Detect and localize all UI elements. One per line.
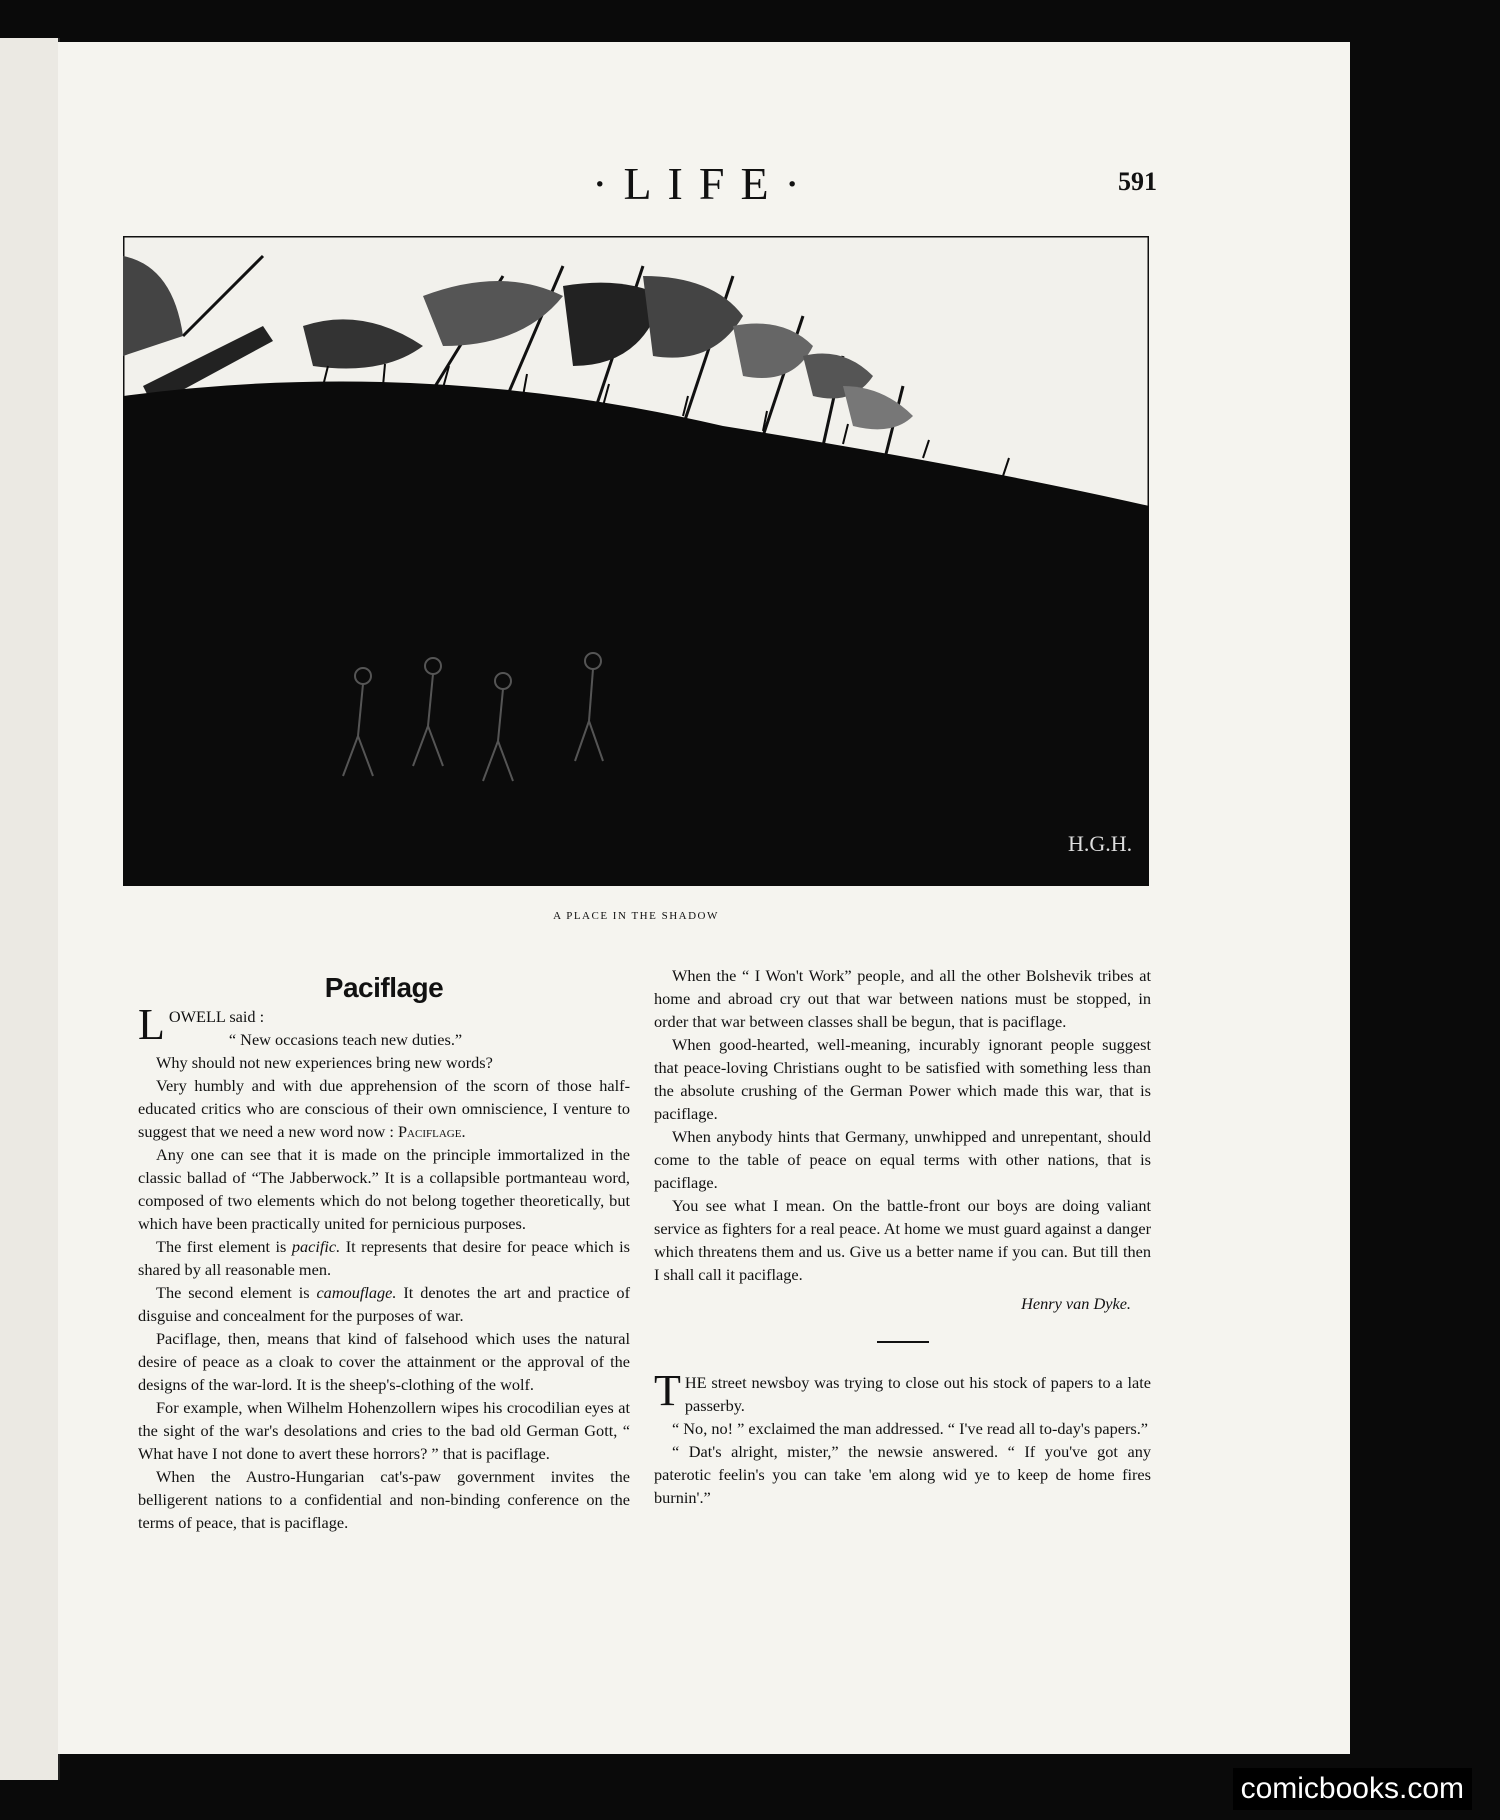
article-para-11: When good-hearted, well-meaning, incurably ignorant people suggest that peace-loving Christians ought to be satisfied with something less than the absolute crushing of the German Power which made this war, that is paciflage. [654, 1035, 1151, 1123]
article-para-3: Very humbly and with due apprehension of the scorn of those half-educated critics who are conscious of their own omniscience, I venture to suggest that we need a new word now : Paciflage. [138, 1076, 630, 1141]
adjacent-page-edge [0, 38, 60, 1780]
article-para-5: The first element is pacific. It represents that desire for peace which is shared by all reasonable men. [138, 1237, 630, 1279]
article-para-7: Paciflage, then, means that kind of falsehood which uses the natural desire of peace as a cloak to cover the attainment or the approval of the designs of the war-lord. It is the sheep's-clothing of the wolf. [138, 1329, 630, 1394]
article-para-13: You see what I mean. On the battle-front our boys are doing valiant service as fighters for a real peace. At home we must guard against a danger which threatens them and us. Give us a better name if you can. But till then I shall call it paciflage. [654, 1196, 1151, 1284]
cartoon-caption: A PLACE IN THE SHADOW [553, 910, 719, 922]
anecdote-para-3: “ Dat's alright, mister,” the newsie answered. “ If you've got any paterotic feelin's you can take 'em along wid ye to keep de home fires burnin'.” [654, 1442, 1151, 1507]
section-divider [877, 1341, 929, 1343]
article-title: Paciflage [324, 972, 444, 1003]
article-para-1: LOWELL said : [138, 1000, 265, 1049]
anecdote-para-1: THE street newsboy was trying to close out his stock of papers to a late passerby. [654, 1366, 1151, 1415]
page-number: 591 [1118, 167, 1157, 196]
article-para-6: The second element is camouflage. It denotes the art and practice of disguise and concealment for the purposes of war. [138, 1283, 630, 1325]
article-para-4: Any one can see that it is made on the principle immortalized in the classic ballad of “The Jabberwock.” It is a collapsible portmanteau word, composed of two elements which do not belong together theoretically, but which have been practically united for pernicious purposes. [138, 1145, 630, 1233]
magazine-page [58, 42, 1350, 1754]
article-para-12: When anybody hints that Germany, unwhipped and unrepentant, should come to the table of peace on equal terms with other nations, that is paciflage. [654, 1127, 1151, 1192]
article-para-10: When the “ I Won't Work” people, and all the other Bolshevik tribes at home and abroad cry out that war between nations must be stopped, in order that war between classes shall be begun, that is paciflage. [654, 966, 1151, 1031]
article-para-2: Why should not new experiences bring new words? [156, 1053, 493, 1072]
article-para-9: When the Austro-Hungarian cat's-paw government invites the belligerent nations to a confidential and non-binding conference on the terms of peace, that is paciflage. [138, 1467, 630, 1532]
cartoon-illustration [123, 236, 1149, 886]
article-quote: “ New occasions teach new duties.” [228, 1030, 463, 1049]
column-right [654, 964, 1151, 1509]
cartoon-signature: H.G.H. [1068, 831, 1133, 856]
masthead: ·LIFE· [592, 158, 816, 209]
watermark: comicbooks.com [1233, 1768, 1472, 1810]
anecdote-para-2: “ No, no! ” exclaimed the man addressed. “ I've read all to-day's papers.” [672, 1419, 1149, 1438]
article-signature: Henry van Dyke. [1021, 1294, 1131, 1313]
article-para-8: For example, when Wilhelm Hohenzollern wipes his crocodilian eyes at the sight of the war's desolations and cries to the bad old German Gott, “ What have I not done to avert these horrors? ” that is paciflage. [138, 1398, 630, 1463]
column-left [138, 966, 630, 1534]
